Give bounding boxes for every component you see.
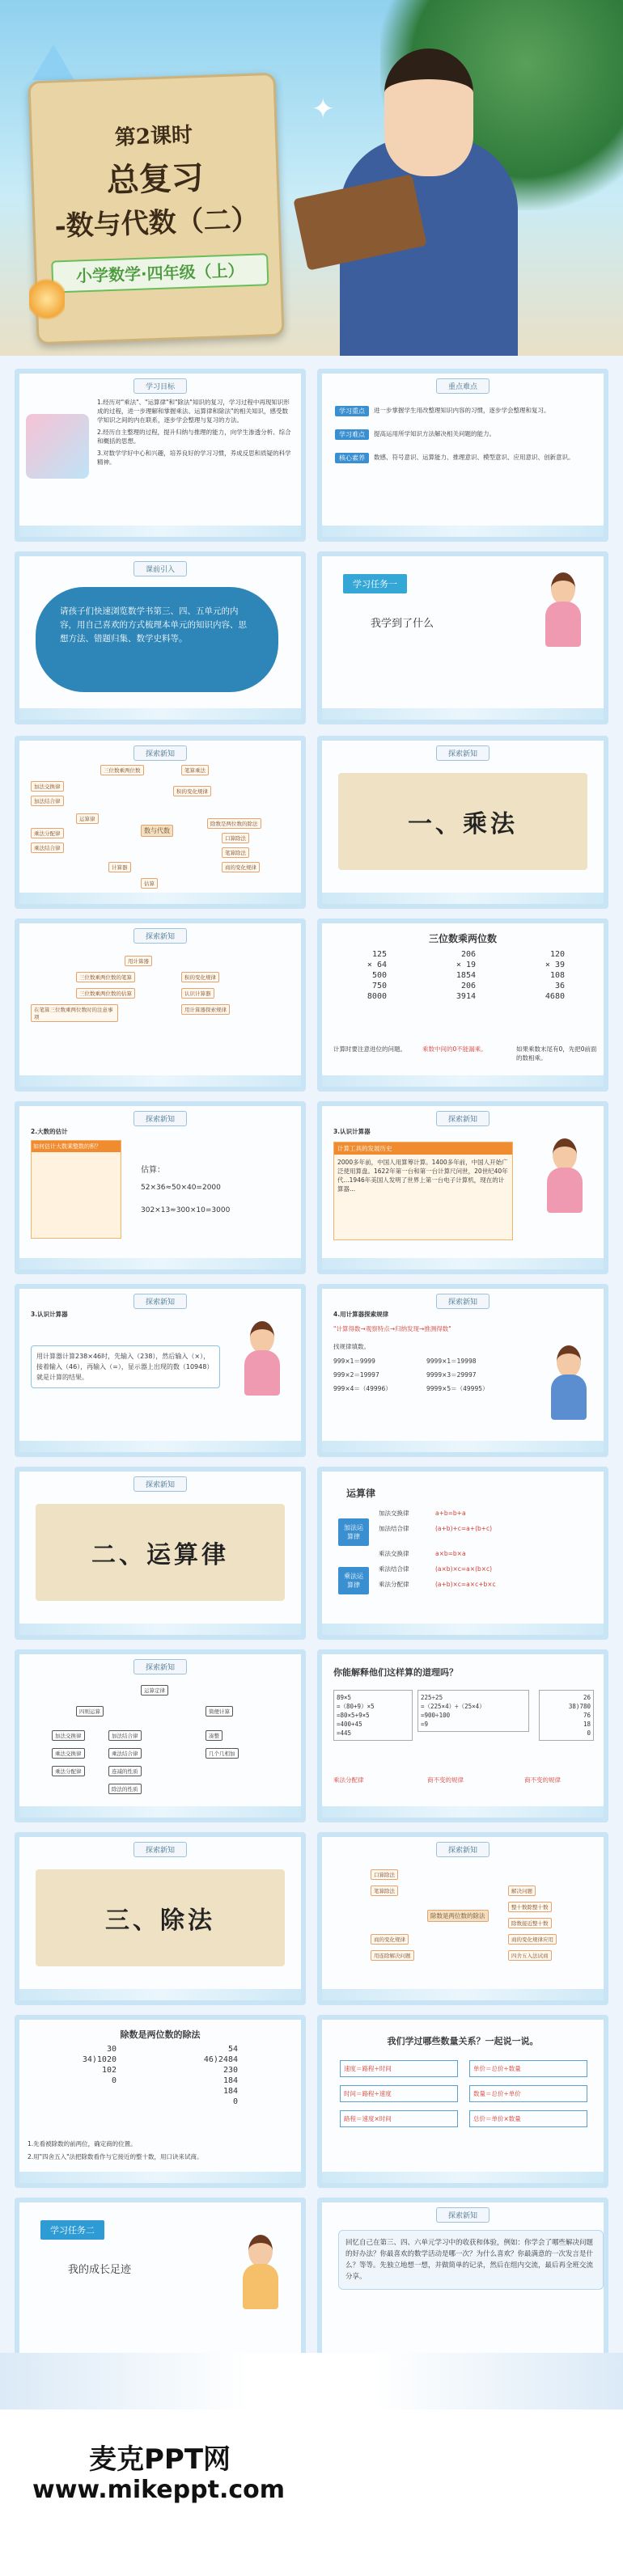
- text-key-point: 进一步掌握学生用改整理知识内容的习惯，逐步学会整理和复习。: [374, 407, 550, 414]
- group-mul: 乘法运算律: [338, 1567, 369, 1594]
- label-core-literacy: 核心素养: [335, 453, 369, 463]
- slide-calculator-usage[interactable]: [15, 1284, 306, 1457]
- node: 乘法结合律: [31, 842, 64, 853]
- node: 三位数乘两位数的估算: [76, 988, 135, 999]
- calc-line: × 19: [456, 961, 476, 969]
- node: 解决问题: [508, 1886, 536, 1896]
- cover-title-sub: -数与代数（二）: [53, 203, 260, 243]
- slide-key-points[interactable]: [317, 369, 608, 542]
- calc-line: 0: [232, 2097, 238, 2106]
- speech-cloud: [36, 587, 278, 692]
- slide-tag: 探索新知: [436, 1294, 490, 1309]
- pattern-row: 9999×1＝19998: [426, 1358, 477, 1365]
- kid-illustration: [236, 2235, 285, 2324]
- history-text: 2000多年前，中国人用算筹计算。1400多年前，中国人开始广泛使用算盘。1622年第一台和第一台计算尺问世，20世纪40年代...1946年美国人发明了世界上第一台电子计算机，现在的计算器...: [337, 1159, 508, 1193]
- slide-tag: 探索新知: [134, 745, 187, 761]
- calc-line: =（80+9）×5: [337, 1703, 375, 1710]
- calc-line: 102: [101, 2066, 117, 2075]
- node: 估算: [141, 878, 158, 889]
- dove-icon: ✦: [312, 93, 335, 125]
- tree-node: 连减的性质: [108, 1766, 142, 1776]
- sub-title: 3.认识计算器: [31, 1311, 68, 1318]
- section-title: 二、运算律: [91, 1541, 229, 1569]
- calc-line: 46)2484: [203, 2055, 238, 2064]
- slide-three-digit-multiplication[interactable]: [317, 918, 608, 1092]
- intro-text: 请孩子们快速浏览数学书第三、四、五单元的内容，用自己喜欢的方式梳理本单元的知识内容、思想方法、错题归集、数学史料等。: [60, 606, 247, 644]
- slide-tag: 探索新知: [134, 1476, 187, 1492]
- triangle-ruler-icon: [32, 44, 74, 80]
- node: 笔算除法: [371, 1886, 398, 1896]
- node: 用计算器探索规律: [181, 1004, 230, 1015]
- calc-line: 89×5: [337, 1694, 352, 1701]
- calc-line: 38)780: [568, 1703, 591, 1710]
- node: 口算除法: [222, 833, 249, 843]
- slide-tag: 探索新知: [134, 1111, 187, 1126]
- slide-calculator-pattern[interactable]: [317, 1284, 608, 1457]
- cover-subtitle: 小学数学·四年级（上）: [51, 253, 269, 293]
- mindmap-center: 数与代数: [141, 825, 173, 837]
- node: 四舍五入法试商: [508, 1950, 552, 1961]
- law-name: 乘法交换律: [379, 1550, 409, 1557]
- node: 商的变化规律: [222, 862, 260, 872]
- calc-line: 18: [583, 1721, 591, 1728]
- node: 计算器: [108, 862, 131, 872]
- calculator-text: 用计算器计算238×46时，先输入（238），然后输入（×），接着输入（46），再输入（=），显示器上出现的数（10948）就是计算的结果。: [31, 1345, 220, 1388]
- brand-name: 麦克PPT网: [89, 2443, 231, 2476]
- slide-tag: 探索新知: [436, 1111, 490, 1126]
- division-note-1: 1.先看被除数的前两位，确定商的位置。: [28, 2140, 137, 2147]
- node: 商的变化规律应用: [508, 1934, 557, 1945]
- reason-2: 商不变的规律: [427, 1776, 464, 1784]
- tree-node: 除法的性质: [108, 1784, 142, 1794]
- node: 积的变化规律: [181, 972, 219, 982]
- slide-estimation[interactable]: [15, 1101, 306, 1274]
- node: 乘法分配律: [31, 828, 64, 838]
- node: 笔算除法: [222, 847, 249, 858]
- goal-item-2: 2.经历自主整理的过程，提升归纳与推理的能力，向学生渗透分析、综合和概括的思想。: [97, 429, 291, 445]
- mindmap-center: 除数是两位数的除法: [427, 1910, 489, 1922]
- calc-line: =445: [337, 1729, 352, 1737]
- slide-tag: 探索新知: [436, 1842, 490, 1857]
- note-zero: 乘数中间的0不能漏乘。: [422, 1045, 487, 1053]
- node: 三位数乘两位数: [100, 765, 144, 775]
- girl-illustration: [540, 1138, 589, 1227]
- calc-line: 108: [549, 971, 565, 980]
- tree-left: 四则运算: [76, 1706, 104, 1717]
- slide-multiplication-map[interactable]: [15, 918, 306, 1092]
- slide-tag: 探索新知: [134, 1659, 187, 1674]
- slide-tag: 学习目标: [134, 378, 187, 394]
- law-name: 加法交换律: [379, 1510, 409, 1517]
- slide-tag: 探索新知: [134, 928, 187, 944]
- calc-line: 184: [222, 2076, 238, 2085]
- relation-cell: 速度＝路程÷时间: [340, 2060, 458, 2077]
- node: 整十数除整十数: [508, 1902, 552, 1912]
- node: 积的变化规律: [173, 786, 211, 796]
- calc-line: 184: [222, 2087, 238, 2096]
- section-title: 三、除法: [105, 1907, 215, 1935]
- goal-item-1: 1.经历对"乘法"、"运算律"和"除法"知识的复习，学习过程中再现知识形成的过程，进一步理解和掌握乘法、运算律和除法"的相关知识，感受数学知识之间的内在联系，逐步学会整理与复习的方法。: [97, 399, 290, 424]
- tree-node: 加法结合律: [108, 1730, 142, 1741]
- pattern-flow: "计算得数→观察特点→归纳发现→推测得数": [333, 1325, 451, 1332]
- slide-title: 运算律: [346, 1488, 376, 1499]
- stationery-icon: [26, 414, 89, 479]
- student-reading-illustration: [307, 49, 550, 356]
- tree-node: 凑整: [206, 1730, 222, 1741]
- calc-line: 30: [106, 2045, 117, 2054]
- tree-node: 乘法结合律: [108, 1748, 142, 1759]
- calc-line: 125: [371, 950, 387, 959]
- slide-title: 你能解释他们这样算的道理吗？: [333, 1667, 458, 1678]
- node: 用计算器: [125, 956, 152, 966]
- tree-root: 运算定律: [141, 1685, 168, 1696]
- calc-line: 54: [227, 2045, 238, 2054]
- text-difficulty: 提高运用所学知识方法解决相关问题的能力。: [374, 430, 495, 437]
- relation-cell: 单价＝总价÷数量: [469, 2060, 587, 2077]
- calc-line: 0: [111, 2076, 117, 2085]
- calc-line: 8000: [367, 992, 387, 1001]
- slide-division-map[interactable]: [317, 1832, 608, 2005]
- node: 用连除解决问题: [371, 1950, 414, 1961]
- law-formula: a+b=b+a: [435, 1510, 466, 1517]
- calc-line: 225÷25: [421, 1694, 443, 1701]
- law-name: 乘法结合律: [379, 1565, 409, 1573]
- pattern-row: 999×2＝19997: [333, 1371, 379, 1379]
- law-formula: (a+b)×c=a×c+b×c: [435, 1581, 496, 1588]
- node: 加法交换律: [31, 781, 64, 792]
- tree-node: 加法交换律: [52, 1730, 85, 1741]
- task-text: 我的成长足迹: [68, 2264, 132, 2276]
- slide-learning-goals[interactable]: [15, 369, 306, 542]
- calc-line: 4680: [545, 992, 565, 1001]
- calc-line: 206: [460, 982, 476, 990]
- label-key-point: 学习重点: [335, 406, 369, 416]
- pattern-row: 999×1＝9999: [333, 1358, 375, 1365]
- girl-illustration: [238, 1321, 286, 1410]
- node: 除数是两位数的除法: [207, 818, 261, 829]
- slide-title: 除数是两位数的除法: [120, 2029, 201, 2040]
- pattern-row: 999×4＝（49996）: [333, 1385, 392, 1392]
- slide-tag: 探索新知: [134, 1294, 187, 1309]
- pattern-row: 9999×3＝29997: [426, 1371, 477, 1379]
- label-difficulty: 学习难点: [335, 429, 369, 440]
- node: 加法结合律: [31, 796, 64, 806]
- slide-division-two-digit[interactable]: [15, 2015, 306, 2188]
- relation-cell: 总价＝单价×数量: [469, 2110, 587, 2127]
- tree-node: 几个几相加: [206, 1748, 239, 1759]
- slide-task-two[interactable]: [15, 2198, 306, 2371]
- slide-laws-tree[interactable]: [15, 1649, 306, 1822]
- calc-line: 206: [460, 950, 476, 959]
- slide-reflection[interactable]: [317, 2198, 608, 2371]
- slide-tag: 探索新知: [134, 1842, 187, 1857]
- slide-title: 我们学过哪些数量关系？一起说一说。: [387, 2036, 539, 2046]
- node: 认识计算器: [181, 988, 214, 999]
- section-title: 一、乘法: [408, 810, 518, 838]
- lesson-number: 第2课时: [114, 123, 193, 150]
- node: 在笔算三位数乘两位数时的注意事项: [31, 1004, 118, 1022]
- brand-url[interactable]: www.mikeppt.com: [32, 2476, 285, 2504]
- tree-node: 乘法分配律: [52, 1766, 85, 1776]
- calc-line: 230: [222, 2066, 238, 2075]
- slide-quantity-relations[interactable]: [317, 2015, 608, 2188]
- sub-title: 2.大数的估计: [31, 1128, 68, 1135]
- slide-tag: 探索新知: [436, 2207, 490, 2223]
- boy-illustration: [545, 1345, 593, 1434]
- calc-line: 36: [554, 982, 565, 990]
- calc-line: =80×5+9×5: [337, 1712, 370, 1719]
- calc-line: =（225×4）÷（25×4）: [421, 1703, 485, 1710]
- tree-node: 乘法交换律: [52, 1748, 85, 1759]
- text-core-literacy: 数感、符号意识、运算能力、推理意识、模型意识、应用意识、创新意识。: [374, 454, 574, 461]
- slide-task-one[interactable]: [317, 551, 608, 724]
- calc-line: × 64: [367, 961, 387, 969]
- task-text: 我学到了什么: [371, 618, 434, 630]
- title-scroll: [28, 73, 284, 344]
- slide-tag: 重点难点: [436, 378, 490, 394]
- calc-line: 76: [583, 1712, 591, 1719]
- sub-title: 3.认识计算器: [333, 1128, 371, 1135]
- slide-section-multiplication[interactable]: [317, 736, 608, 909]
- girl-illustration: [539, 572, 587, 661]
- reason-3: 商不变的规律: [524, 1776, 561, 1784]
- relation-cell: 数量＝总价÷单价: [469, 2085, 587, 2102]
- task-label: 学习任务一: [343, 574, 407, 593]
- slide-tag: 探索新知: [436, 745, 490, 761]
- node: 除数接近整十数: [508, 1918, 552, 1928]
- law-name: 乘法分配律: [379, 1581, 409, 1588]
- pattern-intro: 找规律填数。: [333, 1343, 370, 1350]
- history-head: 计算工具的发展历史: [334, 1142, 512, 1155]
- calc-line: 34)1020: [82, 2055, 117, 2064]
- question-box: 如何估计大数乘整数的积？: [32, 1141, 121, 1152]
- node: 口算除法: [371, 1869, 398, 1880]
- calc-line: 500: [371, 971, 387, 980]
- slide-calculator-history[interactable]: [317, 1101, 608, 1274]
- calc-line: 120: [549, 950, 565, 959]
- watermark-footer: [0, 2353, 623, 2576]
- calc-line: =400+45: [337, 1721, 362, 1728]
- slide-operation-laws[interactable]: [317, 1467, 608, 1640]
- estimate-line-1: 52×36≈50×40=2000: [141, 1184, 221, 1192]
- slide-section-laws[interactable]: [15, 1467, 306, 1640]
- law-formula: (a×b)×c=a×(b×c): [435, 1565, 493, 1573]
- cover-title: 总复习: [105, 158, 205, 201]
- slide-title: 三位数乘两位数: [428, 933, 497, 944]
- sub-title: 4.用计算器探索规律: [333, 1311, 389, 1318]
- law-formula: a×b=b×a: [435, 1550, 466, 1557]
- calc-line: 26: [583, 1694, 591, 1701]
- calc-line: 750: [371, 982, 387, 990]
- task-label: 学习任务二: [40, 2220, 104, 2240]
- reason-1: 乘法分配律: [333, 1776, 364, 1784]
- slide-tag: 课前引入: [134, 561, 187, 576]
- pattern-row: 9999×5＝（49995）: [426, 1385, 489, 1392]
- note-trailing-zero: 如果乘数末尾有0，先把0前面的数相乘。: [516, 1045, 597, 1062]
- division-note-2: 2.用"四舍五入"法把除数看作与它接近的整十数，用口诀来试商。: [28, 2153, 203, 2160]
- tree-right: 简便计算: [206, 1706, 233, 1717]
- law-formula: (a+b)+c=a+(b+c): [435, 1525, 493, 1532]
- estimate-title: 估算：: [141, 1166, 165, 1175]
- calc-line: =900÷100: [421, 1712, 451, 1719]
- relation-cell: 时间＝路程÷速度: [340, 2085, 458, 2102]
- node: 三位数乘两位数的笔算: [76, 972, 135, 982]
- calc-line: =9: [421, 1721, 429, 1728]
- calc-line: 1854: [456, 971, 476, 980]
- calc-line: 0: [587, 1729, 591, 1737]
- law-name: 加法结合律: [379, 1525, 409, 1532]
- slide-mindmap[interactable]: [15, 736, 306, 909]
- slide-section-division[interactable]: [15, 1832, 306, 2005]
- node: 运算律: [76, 813, 99, 824]
- slide-intro[interactable]: [15, 551, 306, 724]
- estimate-line-2: 302×13≈300×10=3000: [141, 1206, 231, 1214]
- lamp-icon: [29, 275, 65, 323]
- calc-line: 3914: [456, 992, 476, 1001]
- reflection-text: 回忆自己在第三、四、六单元学习中的收获和体验，例如：你学会了哪些解决问题的好办法？你最喜欢的数学活动是哪一次？为什么喜欢？你最满意的一次发言是什么？等等。先独立地想一想，并做简单的记录，然后在组内交流，最后再全班交流分享。: [338, 2230, 604, 2290]
- relation-cell: 路程＝速度×时间: [340, 2110, 458, 2127]
- node: 笔算乘法: [181, 765, 209, 775]
- goal-item-3: 3.对数学学好中心和兴趣，培养良好的学习习惯，养成反思和质疑的科学精神。: [97, 450, 291, 466]
- group-add: 加法运算律: [338, 1518, 369, 1546]
- slide-explain-calculation[interactable]: [317, 1649, 608, 1822]
- calc-line: × 39: [545, 961, 565, 969]
- note-carry: 计算时要注意进位的问题。: [333, 1045, 406, 1053]
- node: 商的变化规律: [371, 1934, 409, 1945]
- cover-slide[interactable]: [0, 0, 623, 356]
